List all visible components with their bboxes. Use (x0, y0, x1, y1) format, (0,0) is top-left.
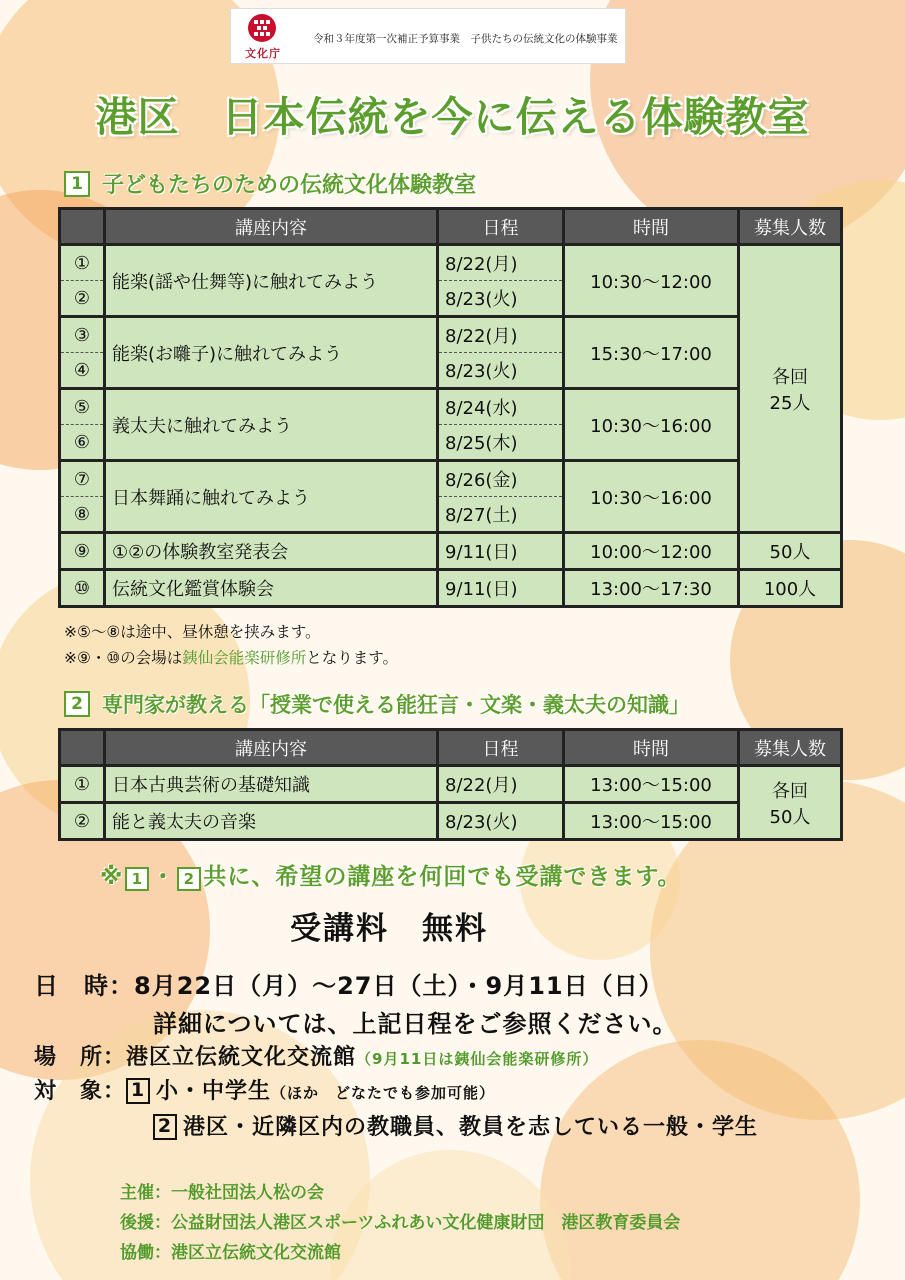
course-date: 8/23(火) (438, 353, 564, 389)
section2-table (58, 728, 843, 841)
date-note: 詳細については、上記日程をご参照ください。 (153, 1010, 678, 1038)
highlight-box-1: 1 (125, 867, 149, 891)
highlight-box-2: 2 (177, 867, 201, 891)
course-time: 10:30～12:00 (564, 245, 739, 317)
note-venue-text: となります。 (306, 649, 399, 667)
course-date: 8/27(土) (438, 497, 564, 533)
table-row (60, 245, 842, 281)
column-header: 時間 (564, 209, 739, 245)
place-label: 場 所： (34, 1045, 127, 1070)
course-date: 8/23(火) (438, 803, 564, 840)
date-line (34, 966, 664, 1001)
highlight-separator: ・ (151, 864, 176, 890)
target-line-2 (153, 1110, 758, 1141)
course-name: 能楽(お囃子)に触れてみよう (105, 317, 438, 389)
course-name: 日本古典芸術の基礎知識 (105, 766, 438, 803)
course-date: 8/25(木) (438, 425, 564, 461)
agency-logo-icon (247, 13, 277, 43)
course-number: ① (60, 766, 105, 803)
course-date: 8/22(月) (438, 245, 564, 281)
course-number: ⑧ (60, 497, 105, 533)
credits (120, 1178, 680, 1268)
table-row (60, 461, 842, 497)
course-capacity: 100人 (739, 570, 842, 607)
course-time: 13:00～15:00 (564, 766, 739, 803)
note-venue-text: ※⑨・⑩の会場は (64, 649, 183, 667)
target-text: 港区・近隣区内の教職員、教員を志している一般・学生 (183, 1115, 759, 1140)
table-row (60, 803, 842, 840)
date-value: 8月22日（月）～27日（土）・9月11日（日） (134, 972, 664, 1000)
course-name: ①②の体験教室発表会 (105, 533, 438, 570)
course-time: 10:00～12:00 (564, 533, 739, 570)
course-date: 8/24(水) (438, 389, 564, 425)
course-time: 10:30～16:00 (564, 461, 739, 533)
capacity-line: 各回 (772, 366, 808, 388)
place-value: 港区立伝統文化交流館 (126, 1045, 357, 1070)
place-note: （9月11日は銕仙会能楽研修所） (356, 1050, 599, 1068)
course-number: ② (60, 281, 105, 317)
column-header (60, 730, 105, 766)
table-row (60, 317, 842, 353)
section2-title: 専門家が教える「授業で使える能狂言・文楽・義太夫の知識」 (102, 693, 690, 717)
capacity-line: 各回 (772, 780, 808, 802)
column-header (60, 209, 105, 245)
sponsor-header (230, 8, 626, 64)
table-row (60, 570, 842, 607)
credit-support: 後援：公益財団法人港区スポーツふれあい文化健康財団 港区教育委員会 (120, 1213, 681, 1233)
column-header: 講座内容 (105, 209, 438, 245)
capacity-shared (739, 245, 842, 533)
target-line-1 (34, 1074, 495, 1105)
course-date: 8/26(金) (438, 461, 564, 497)
section1-table (58, 207, 843, 608)
course-name: 能楽(謡や仕舞等)に触れてみよう (105, 245, 438, 317)
course-number: ⑥ (60, 425, 105, 461)
date-label: 日 時： (34, 972, 134, 1000)
credit-cooperation: 協働：港区立伝統文化交流館 (120, 1243, 341, 1263)
capacity-shared (739, 766, 842, 840)
course-name: 義太夫に触れてみよう (105, 389, 438, 461)
column-header: 時間 (564, 730, 739, 766)
course-time: 15:30～17:00 (564, 317, 739, 389)
table-row (60, 766, 842, 803)
column-header: 募集人数 (739, 209, 842, 245)
course-number: ④ (60, 353, 105, 389)
note-lunch-break: ※⑤～⑧は途中、昼休憩を挟みます。 (64, 623, 321, 641)
highlight-mark: ※ (100, 864, 124, 890)
course-number: ② (60, 803, 105, 840)
course-name: 日本舞踊に触れてみよう (105, 461, 438, 533)
agency-logo-text: 文化庁 (245, 47, 281, 60)
target-note: （ほか どなたでも参加可能） (271, 1084, 496, 1102)
course-time: 10:30～16:00 (564, 389, 739, 461)
table-header-row (60, 209, 842, 245)
section1-title: 子どもたちのための伝統文化体験教室 (102, 173, 477, 198)
credit-organizer: 主催：一般社団法人松の会 (120, 1183, 324, 1203)
table-header-row (60, 730, 842, 766)
table-row (60, 389, 842, 425)
course-capacity: 50人 (739, 533, 842, 570)
capacity-line: 25人 (769, 392, 811, 414)
course-number: ⑤ (60, 389, 105, 425)
course-number: ⑩ (60, 570, 105, 607)
course-number: ① (60, 245, 105, 281)
course-date: 8/22(月) (438, 766, 564, 803)
course-date: 8/23(火) (438, 281, 564, 317)
page-title: 港区 日本伝統を今に伝える体験教室 (95, 93, 810, 141)
fee-free: 受講料 無料 (290, 911, 488, 947)
course-number: ③ (60, 317, 105, 353)
column-header: 募集人数 (739, 730, 842, 766)
place-line (34, 1040, 598, 1071)
course-date: 9/11(日) (438, 533, 564, 570)
program-name: 令和３年度第一次補正予算事業 子供たちの伝統文化の体験事業 (313, 33, 618, 45)
course-name: 能と義太夫の音楽 (105, 803, 438, 840)
course-time: 13:00～17:30 (564, 570, 739, 607)
target-number: 2 (153, 1114, 177, 1140)
highlight-text: 共に、希望の講座を何回でも受講できます。 (203, 864, 682, 890)
course-time: 13:00～15:00 (564, 803, 739, 840)
section1-number: 1 (64, 171, 90, 197)
course-number: ⑦ (60, 461, 105, 497)
course-date: 9/11(日) (438, 570, 564, 607)
column-header: 講座内容 (105, 730, 438, 766)
target-text: 小・中学生 (156, 1079, 272, 1104)
note-venue-name: 銕仙会能楽研修所 (182, 649, 307, 667)
note-venue (64, 646, 398, 668)
column-header: 日程 (438, 730, 564, 766)
repeat-attendance-note (100, 858, 682, 891)
target-number: 1 (126, 1078, 150, 1104)
column-header: 日程 (438, 209, 564, 245)
course-number: ⑨ (60, 533, 105, 570)
course-name: 伝統文化鑑賞体験会 (105, 570, 438, 607)
section2-heading (64, 689, 690, 719)
section2-number: 2 (64, 691, 90, 717)
course-date: 8/22(月) (438, 317, 564, 353)
section1-heading (64, 168, 476, 199)
table-row (60, 533, 842, 570)
target-label: 対 象： (34, 1079, 127, 1104)
capacity-line: 50人 (769, 806, 811, 828)
